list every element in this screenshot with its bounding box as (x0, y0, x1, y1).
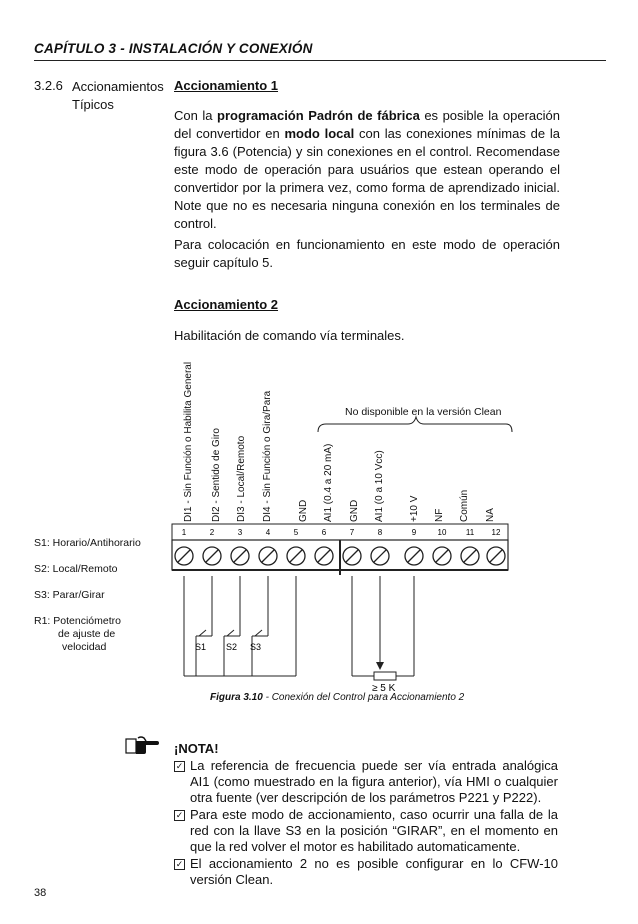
terminal-label-11: Común (459, 489, 470, 522)
terminal-label-12: NA (485, 508, 496, 522)
note-bullet-2-text: Para este modo de accionamiento, caso ocurrir una falla de la red con la llave S3 en la posición “GIRAR”, en el momento en que la red volver el motor es habilitado automaticamente. (190, 807, 558, 854)
caption-number: Figura 3.10 (210, 692, 263, 703)
note-bullet-3-text: El accionamiento 2 no es posible configurar en lo CFW-10 versión Clean. (190, 856, 558, 887)
potentiometer-wiper-arrow (376, 662, 384, 670)
not-available-brace (318, 417, 512, 432)
terminal-label-6: AI1 (0.4 a 20 mA) (323, 443, 334, 522)
acc1-p1-text-b: es posible la operación del convertidor en (174, 108, 560, 141)
switch-s2 (224, 630, 240, 676)
note-bullet-1-text: La referencia de frecuencia puede ser vía entrada analógica AI1 (como muestrado en la figura anterior), vía HMI o cualquier otra fuente (ver descripción de los parámetros P221 y P222). (190, 758, 558, 805)
terminal-label-7: GND (349, 499, 360, 522)
switch-label-s1: S1 (195, 642, 207, 652)
terminal-label-2: DI2 - Sentido de Giro (211, 428, 222, 522)
note-bullet-3 (174, 856, 558, 888)
section-title-line2: Típicos (72, 97, 114, 112)
checkbox-icon: ✓ (175, 859, 184, 869)
switch-label-s3: S3 (250, 642, 262, 652)
pointing-hand-icon (124, 733, 160, 757)
terminal-number-8: 8 (377, 528, 383, 537)
section-number: 3.2.6 (34, 78, 63, 93)
legend-s3: S3: Parar/Girar (34, 589, 105, 601)
terminal-number-11: 11 (465, 528, 475, 537)
terminal-label-10: NF (434, 508, 445, 522)
potentiometer (374, 672, 396, 680)
terminal-label-1: DI1 - Sin Función o Habilita General (183, 361, 194, 522)
switch-s1 (196, 630, 212, 676)
legend-r1-line2: de ajuste de (58, 628, 116, 640)
note-bullet-1 (174, 758, 558, 806)
chapter-title: CAPÍTULO 3 - INSTALACIÓN Y CONEXIÓN (34, 41, 313, 56)
terminal-number-3: 3 (237, 528, 243, 537)
acc2-paragraph-1: Habilitación de comando vía terminales. (174, 328, 405, 343)
page-number: 38 (34, 887, 47, 899)
checkbox-icon: ✓ (175, 810, 184, 820)
acc1-p1-bold-a: programación Padrón de fábrica (217, 108, 420, 123)
terminal-label-9: +10 V (409, 495, 420, 522)
terminal-number-7: 7 (349, 528, 355, 537)
acc1-p1-bold-b: modo local (284, 126, 355, 141)
acc2-heading: Accionamiento 2 (174, 297, 279, 312)
potentiometer-value: ≥ 5 K (372, 683, 396, 694)
section-title-line1: Accionamientos (72, 79, 164, 94)
legend-s2: S2: Local/Remoto (34, 563, 118, 575)
terminal-number-9: 9 (411, 528, 417, 537)
acc1-p1-text-a: Con la (174, 108, 217, 123)
terminal-number-2: 2 (209, 528, 215, 537)
terminal-number-5: 5 (293, 528, 299, 537)
terminal-number-10: 10 (437, 528, 447, 537)
note-title: ¡NOTA! (174, 741, 219, 756)
terminal-label-8: AI1 (0 a 10 Vcc) (374, 450, 385, 522)
legend-r1-line3: velocidad (62, 641, 107, 653)
not-available-label: No disponible en la versión Clean (345, 406, 502, 418)
terminal-label-3: DI3 - Local/Remoto (236, 435, 247, 522)
terminal-label-5: GND (298, 499, 309, 522)
terminal-number-bar (172, 524, 508, 540)
legend-s1: S1: Horario/Antihorario (34, 537, 141, 549)
checkbox-icon: ✓ (175, 761, 184, 771)
terminal-number-1: 1 (181, 528, 187, 537)
caption-text: - Conexión del Control para Accionamiento 2 (262, 692, 465, 703)
acc1-heading: Accionamiento 1 (174, 78, 279, 93)
switch-label-s2: S2 (226, 642, 238, 652)
terminal-number-6: 6 (321, 528, 327, 537)
figure-caption (210, 692, 464, 703)
terminal-number-12: 12 (491, 528, 501, 537)
switch-s3 (252, 630, 268, 676)
acc1-p1-text-c: con las conexiones mínimas de la figura 3.6 (Potencia) y sin conexiones en el control. Recomendase este modo de operación para usuários que estean operando el convertidor por la primera vez, como forma de aprendizado inicial. Note que no es necesaria ninguna conexión en los terminales de control. (174, 126, 561, 231)
legend-r1-line1: R1: Potenciómetro (34, 615, 121, 627)
note-bullet-2 (174, 807, 558, 855)
terminal-label-4: DI4 - Sin Función o Gira/Para (262, 390, 273, 522)
acc1-paragraph-2: Para colocación en funcionamiento en este modo de operación seguir capítulo 5. (174, 237, 560, 270)
terminal-number-4: 4 (265, 528, 271, 537)
